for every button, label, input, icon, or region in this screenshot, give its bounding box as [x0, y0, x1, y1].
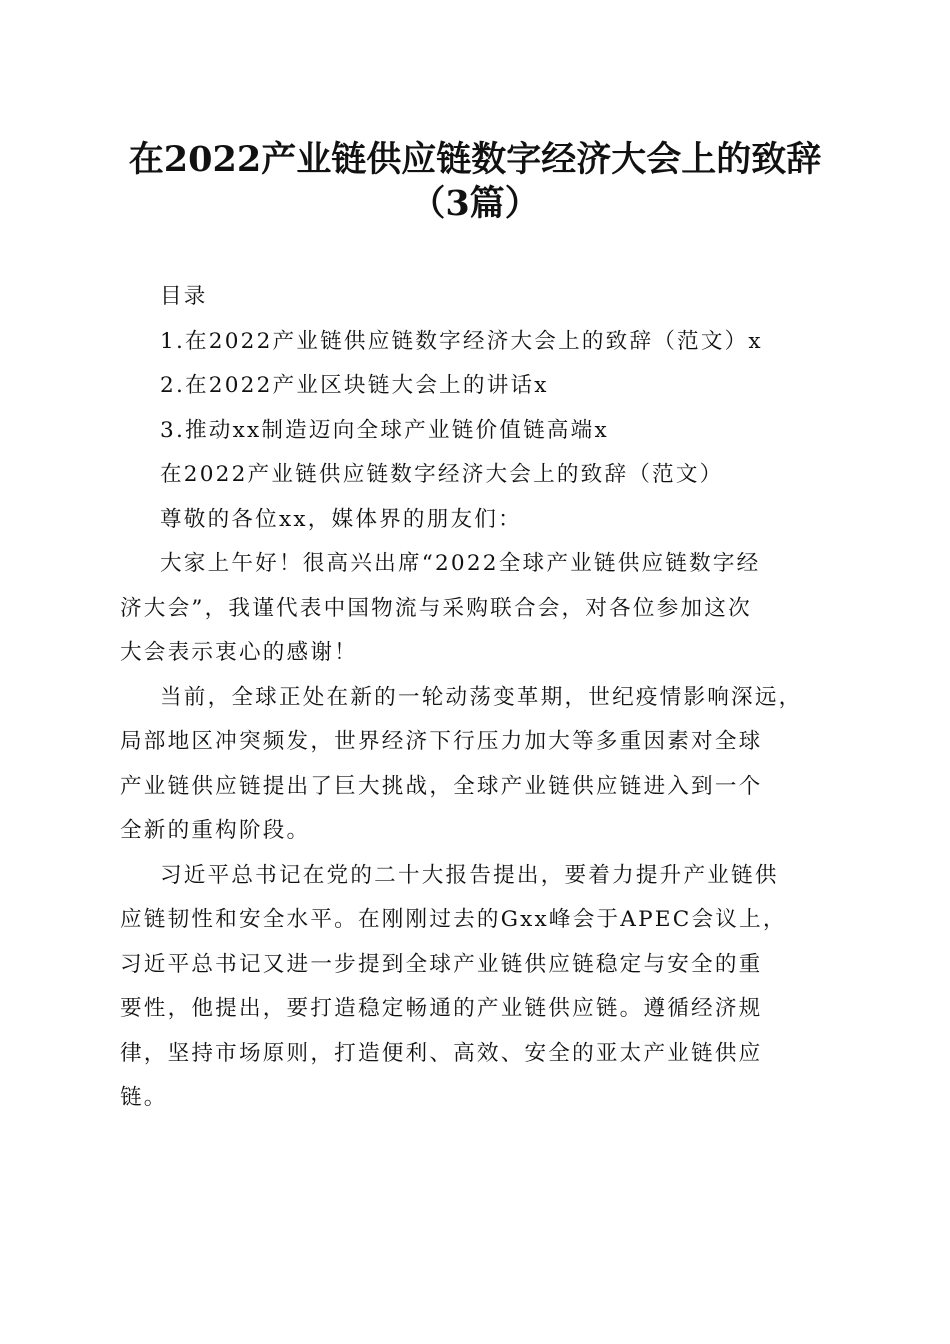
paragraph-2-line-4: 全新的重构阶段。: [120, 818, 311, 843]
toc-item-1: 1.在2022产业链供应链数字经济大会上的致辞（范文）x: [160, 329, 763, 354]
salutation: 尊敬的各位xx，媒体界的朋友们：: [160, 507, 522, 532]
paragraph-3-line-2: 应链韧性和安全水平。在刚刚过去的Gxx峰会于APEC会议上，: [120, 907, 787, 932]
paragraph-3-line-3: 习近平总书记又进一步提到全球产业链供应链稳定与安全的重: [120, 952, 763, 977]
toc-item-2: 2.在2022产业区块链大会上的讲话x: [160, 373, 549, 398]
document-title-line-1: 在2022产业链供应链数字经济大会上的致辞: [128, 139, 822, 180]
toc-item-3: 3.推动xx制造迈向全球产业链价值链高端x: [160, 418, 609, 443]
document-title-line-2: （3篇）: [410, 183, 540, 224]
paragraph-1-line-3: 大会表示衷心的感谢！: [120, 640, 358, 665]
paragraph-3-line-4: 要性，他提出，要打造稳定畅通的产业链供应链。遵循经济规: [120, 996, 763, 1021]
paragraph-1-line-2: 济大会”，我谨代表中国物流与采购联合会，对各位参加这次: [120, 596, 752, 621]
paragraph-2-line-1: 当前，全球正处在新的一轮动荡变革期，世纪疫情影响深远，: [160, 685, 803, 710]
paragraph-3-line-1: 习近平总书记在党的二十大报告提出，要着力提升产业链供: [160, 863, 779, 888]
paragraph-1-line-1: 大家上午好！很高兴出席“2022全球产业链供应链数字经: [160, 551, 761, 576]
section-title: 在2022产业链供应链数字经济大会上的致辞（范文）: [160, 462, 724, 487]
paragraph-2-line-2: 局部地区冲突频发，世界经济下行压力加大等多重因素对全球: [120, 729, 763, 754]
toc-heading: 目录: [160, 284, 208, 309]
paragraph-2-line-3: 产业链供应链提出了巨大挑战，全球产业链供应链进入到一个: [120, 774, 763, 799]
paragraph-3-line-6: 链。: [120, 1085, 168, 1110]
paragraph-3-line-5: 律，坚持市场原则，打造便利、高效、安全的亚太产业链供应: [120, 1041, 763, 1066]
